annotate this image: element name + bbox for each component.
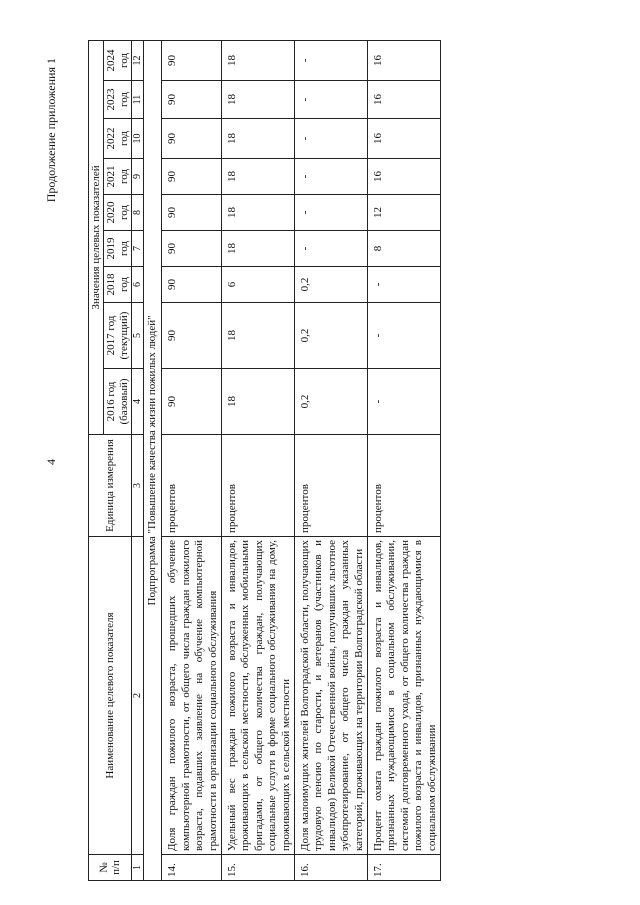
value-cell: -	[368, 369, 441, 435]
table-row	[221, 40, 294, 880]
value-cell: 90	[162, 369, 222, 435]
year-header: 2017 год (текущий)	[104, 303, 132, 369]
row-number: 14.	[162, 855, 222, 881]
column-number: 11	[131, 81, 143, 119]
value-cell: 18	[221, 81, 294, 119]
row-number: 17.	[368, 855, 441, 881]
column-number: 2	[131, 537, 143, 855]
column-number: 3	[131, 435, 143, 537]
value-cell: 90	[162, 303, 222, 369]
value-cell: 90	[162, 195, 222, 231]
value-cell: -	[295, 159, 368, 195]
table-row	[295, 40, 368, 880]
column-number: 7	[131, 231, 143, 267]
value-cell: 90	[162, 40, 222, 80]
value-cell: 18	[221, 303, 294, 369]
column-number: 12	[131, 40, 143, 80]
column-number: 5	[131, 303, 143, 369]
continuation-label: Продолжение приложения 1	[44, 58, 58, 203]
header-row-1	[89, 40, 104, 880]
table-row	[162, 40, 222, 880]
column-number: 1	[131, 855, 143, 881]
year-header: 2019 год	[104, 231, 132, 267]
value-cell: -	[295, 40, 368, 80]
value-cell: 6	[221, 267, 294, 303]
indicator-unit: процентов	[221, 435, 294, 537]
year-header: 2024 год	[104, 40, 132, 80]
column-number-row	[131, 40, 143, 880]
column-number: 4	[131, 369, 143, 435]
col-values-header: Значения целевых показателей	[89, 40, 104, 434]
indicator-unit: процентов	[162, 435, 222, 537]
value-cell: 16	[368, 119, 441, 159]
col-no-header: № п/п	[89, 855, 132, 881]
page-number: 4	[44, 459, 58, 465]
value-cell: -	[295, 119, 368, 159]
year-header: 2020 год	[104, 195, 132, 231]
col-name-header: Наименование целевого показателя	[89, 537, 132, 855]
indicator-name: Доля граждан пожилого возраста, прошедших обучение компьютерной грамотности, от общего числа граждан пожилого возраста, подавших заявление на обучение компьютерной грамотности в организации социального обслуживания	[162, 537, 222, 855]
indicator-name: Удельный вес граждан пожилого возраста и инвалидов, проживающих в сельской местности, обслуженных мобильными бригадами, от общего количества граждан, получающих социальные услуги в форме социального обслуживания на дому, проживающих в сельской местности	[221, 537, 294, 855]
value-cell: 0,2	[295, 303, 368, 369]
subprogram-row	[143, 40, 161, 880]
value-cell: -	[368, 267, 441, 303]
value-cell: 18	[221, 159, 294, 195]
value-cell: 18	[221, 40, 294, 80]
value-cell: 0,2	[295, 267, 368, 303]
value-cell: 18	[221, 369, 294, 435]
value-cell: -	[295, 231, 368, 267]
year-header: 2018 год	[104, 267, 132, 303]
year-header: 2021 год	[104, 159, 132, 195]
table-row	[368, 40, 441, 880]
indicator-unit: процентов	[368, 435, 441, 537]
col-unit-header: Единица измерения	[89, 435, 132, 537]
value-cell: 12	[368, 195, 441, 231]
value-cell: 18	[221, 231, 294, 267]
value-cell: 16	[368, 40, 441, 80]
row-number: 16.	[295, 855, 368, 881]
value-cell: 90	[162, 267, 222, 303]
year-header: 2016 год (базовый)	[104, 369, 132, 435]
value-cell: 0,2	[295, 369, 368, 435]
value-cell: 18	[221, 195, 294, 231]
indicator-name: Доля малоимущих жителей Волгоградской области, получающих трудовую пенсию по старости, и ветеранов (участников и инвалидов) Великой Отечественной войны, получивших льготное зубопротезирование, от общего числа граждан указанных категорий, проживающих на территории Волгоградской области	[295, 537, 368, 855]
year-header: 2023 год	[104, 81, 132, 119]
value-cell: 90	[162, 81, 222, 119]
column-number: 8	[131, 195, 143, 231]
value-cell: -	[295, 81, 368, 119]
value-cell: 16	[368, 159, 441, 195]
value-cell: 90	[162, 159, 222, 195]
value-cell: -	[368, 303, 441, 369]
column-number: 6	[131, 267, 143, 303]
indicator-name: Процент охвата граждан пожилого возраста и инвалидов, признанных нуждающимися в социальном обслуживании, системой долговременного ухода, от общего количества граждан пожилого возраста и инвалидов, признанных нуждающимися в социальном обслуживании	[368, 537, 441, 855]
value-cell: -	[295, 195, 368, 231]
value-cell: 18	[221, 119, 294, 159]
indicator-unit: процентов	[295, 435, 368, 537]
value-cell: 8	[368, 231, 441, 267]
indicators-table	[88, 40, 441, 881]
year-header: 2022 год	[104, 119, 132, 159]
column-number: 9	[131, 159, 143, 195]
value-cell: 90	[162, 119, 222, 159]
subprogram-title: Подпрограмма "Повышение качества жизни пожилых людей"	[143, 40, 161, 880]
row-number: 15.	[221, 855, 294, 881]
value-cell: 16	[368, 81, 441, 119]
column-number: 10	[131, 119, 143, 159]
value-cell: 90	[162, 231, 222, 267]
